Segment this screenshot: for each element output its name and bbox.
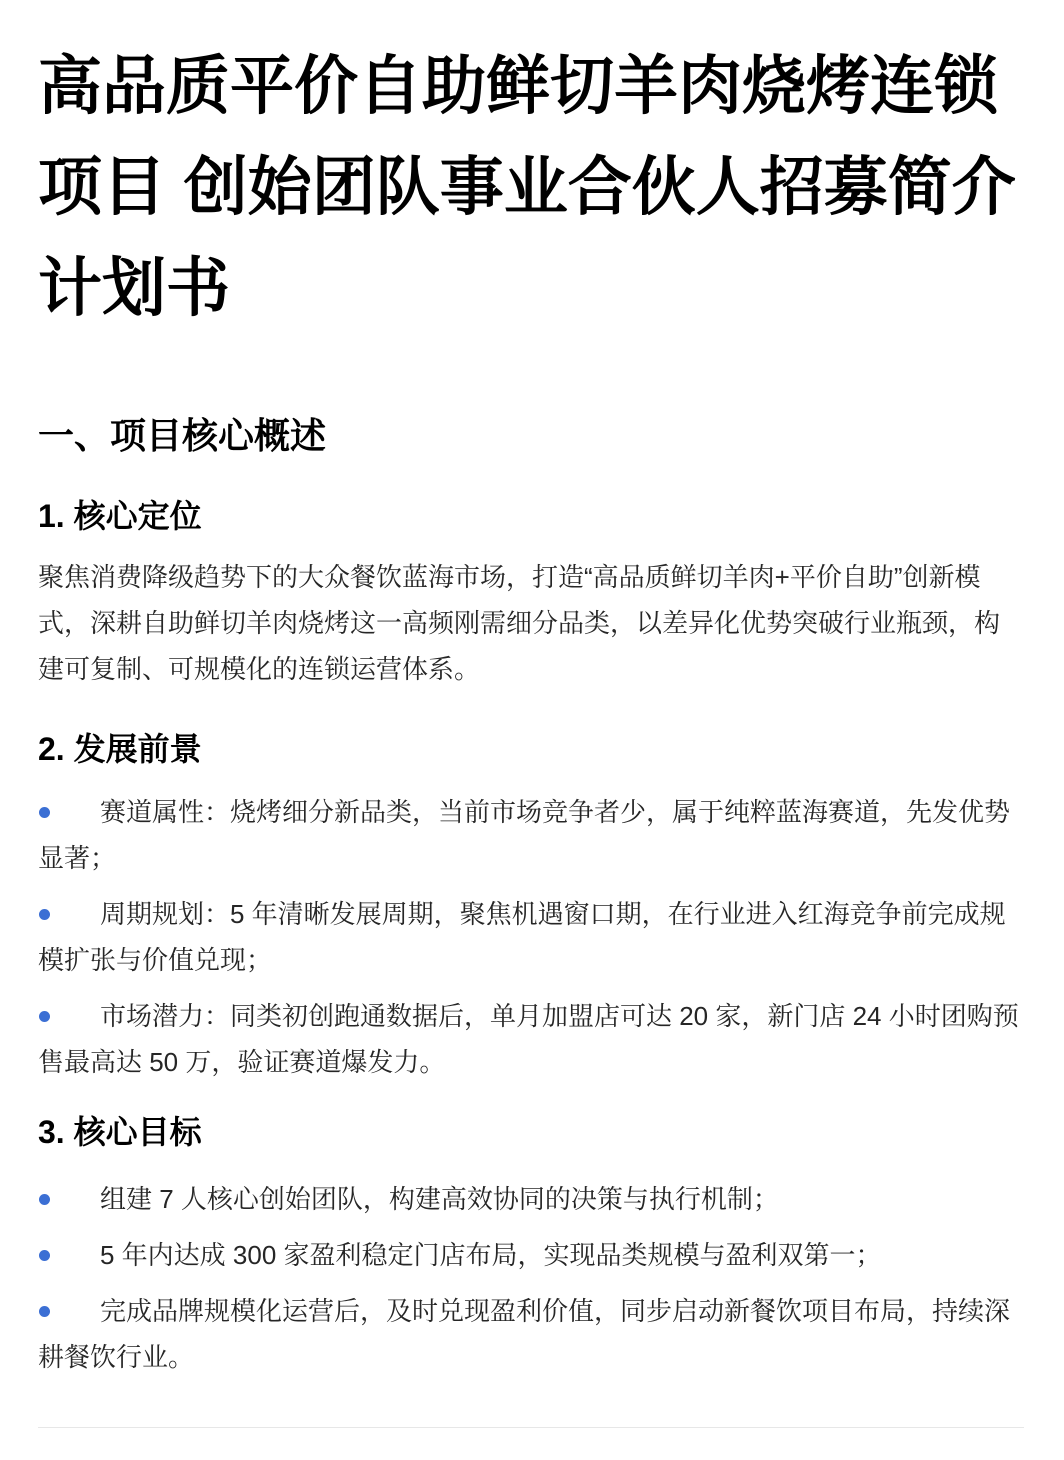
list-item-text: 完成品牌规模化运营后，及时兑现盈利价值，同步启动新餐饮项目布局，持续深耕餐饮行业。 xyxy=(38,1296,1011,1372)
list-item-text: 周期规划：5 年清晰发展周期，聚焦机遇窗口期，在行业进入红海竞争前完成规模扩张与价值兑现； xyxy=(38,899,1006,975)
list-item xyxy=(38,1288,1024,1380)
list-item xyxy=(38,1176,1024,1222)
list-item-text: 市场潜力：同类初创跑通数据后，单月加盟店可达 20 家，新门店 24 小时团购预售最高达 50 万，验证赛道爆发力。 xyxy=(38,1001,1019,1077)
bullet-dot-icon xyxy=(39,1250,50,1261)
subsection-heading-development-prospects: 2. 发展前景 xyxy=(38,731,202,767)
list-item xyxy=(38,993,1024,1085)
bullet-dot-icon xyxy=(39,909,50,920)
divider xyxy=(38,1427,1024,1428)
prospects-bullet-list xyxy=(38,789,1024,1085)
bullet-dot-icon xyxy=(39,807,50,818)
list-item xyxy=(38,789,1024,881)
goals-bullet-list xyxy=(38,1176,1024,1380)
subsection-heading-core-goals: 3. 核心目标 xyxy=(38,1114,202,1150)
section-heading-overview: 一、项目核心概述 xyxy=(38,415,327,456)
list-item xyxy=(38,1232,1024,1278)
core-positioning-paragraph: 聚焦消费降级趋势下的大众餐饮蓝海市场，打造“高品质鲜切羊肉+平价自助”创新模式，深耕自助鲜切羊肉烧烤这一高频刚需细分品类，以差异化优势突破行业瓶颈，构建可复制、可规模化的连锁运营体系。 xyxy=(38,562,1001,684)
list-item-text: 组建 7 人核心创始团队，构建高效协同的决策与执行机制； xyxy=(100,1184,779,1214)
list-item-text: 赛道属性：烧烤细分新品类，当前市场竞争者少，属于纯粹蓝海赛道，先发优势显著； xyxy=(38,797,1011,873)
list-item-text: 5 年内达成 300 家盈利稳定门店布局，实现品类规模与盈利双第一； xyxy=(100,1240,882,1270)
subsection-heading-core-positioning: 1. 核心定位 xyxy=(38,498,202,534)
bullet-dot-icon xyxy=(39,1306,50,1317)
page-title: 高品质平价自助鲜切羊肉烧烤连锁项目 创始团队事业合伙人招募简介计划书 xyxy=(38,50,1016,324)
bullet-dot-icon xyxy=(39,1194,50,1205)
bullet-dot-icon xyxy=(39,1011,50,1022)
list-item xyxy=(38,891,1024,983)
